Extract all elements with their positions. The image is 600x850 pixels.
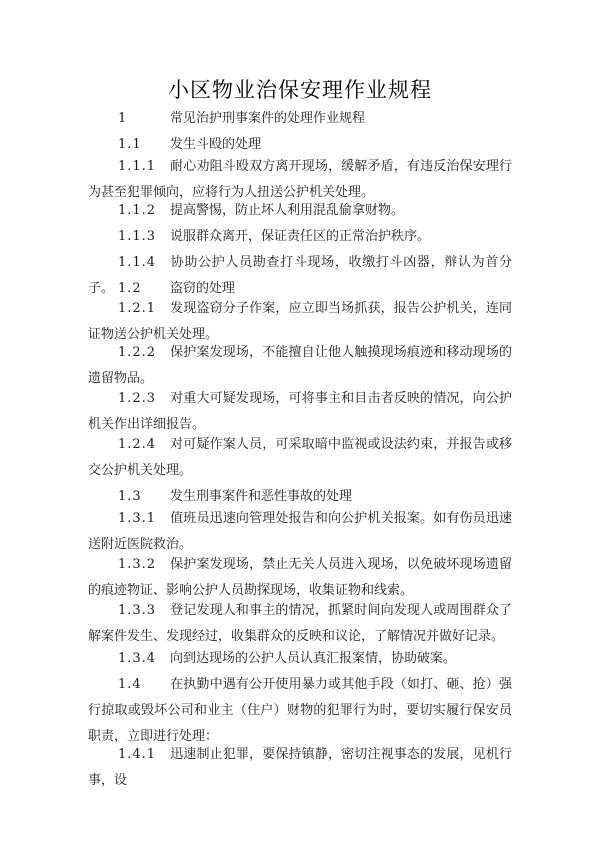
paragraph-text: 协助公护人员勘查打斗现场，收缴打斗凶器，辩认为首分子。 bbox=[88, 255, 512, 296]
paragraph-number: 1.2.1 bbox=[118, 301, 157, 316]
paragraph-number: 1.3.2 bbox=[118, 557, 157, 572]
paragraph-number: 1.2.2 bbox=[118, 345, 157, 360]
paragraph-number: 1.3.3 bbox=[118, 603, 157, 618]
paragraph bbox=[88, 340, 512, 392]
paragraph-text: 发现盗窃分子作案，应立即当场抓获，报告公护机关，连同证物送公护机关处理。 bbox=[88, 301, 512, 342]
paragraph bbox=[88, 386, 512, 438]
paragraph-text: 盗窃的处理 bbox=[170, 281, 236, 296]
paragraph-text: 值班员迅速向管理处报告和向公护机关报案。如有伤员迅速送附近医院救治。 bbox=[88, 511, 512, 552]
paragraph-number: 1.1 bbox=[118, 137, 142, 152]
paragraph-number: 1.2.3 bbox=[118, 391, 157, 406]
paragraph-number: 1.1.3 bbox=[118, 229, 157, 244]
paragraph-number: 1.1.1 bbox=[118, 159, 157, 174]
paragraph bbox=[88, 598, 512, 650]
paragraph-text: 对重大可疑发现场，可将事主和目击者反映的情况，向公护机关作出详细报告。 bbox=[88, 391, 512, 432]
paragraph-number: 1.3 bbox=[118, 489, 142, 504]
paragraph-number: 1.3.1 bbox=[118, 511, 157, 526]
paragraph-text: 在执勤中遇有公开使用暴力或其他手段（如打、砸、抢）强行掠取或毁坏公司和业主（住户）财物的犯罪行为时，要切实履行保安员职责，立即进行处理： bbox=[88, 677, 512, 744]
paragraph-number: 1.4.1 bbox=[118, 747, 157, 762]
paragraph bbox=[88, 224, 512, 250]
paragraph-text: 发生斗殴的处理 bbox=[170, 137, 262, 152]
paragraph-number: 1.2.4 bbox=[118, 437, 157, 452]
paragraph bbox=[88, 198, 512, 224]
paragraph bbox=[88, 432, 512, 484]
paragraph-number: 1.2 bbox=[118, 281, 142, 296]
paragraph bbox=[88, 106, 512, 132]
paragraph-text: 耐心劝阻斗殴双方离开现场，缓解矛盾，有违反治保安理行为甚至犯罪倾向，应将行为人扭送公护机关处理。 bbox=[88, 159, 512, 200]
paragraph-number: 1.1.2 bbox=[118, 203, 157, 218]
paragraph-text: 迅速制止犯罪，要保持镇静，密切注视事态的发展，见机行事，设 bbox=[88, 747, 512, 788]
paragraph-text: 对可疑作案人员，可采取暗中监视或设法约束，并报告或移交公护机关处理。 bbox=[88, 437, 512, 478]
paragraph-text: 保护案发现场，不能擅自让他人触摸现场痕迹和移动现场的遗留物品。 bbox=[88, 345, 512, 386]
paragraph-text: 发生刑事案件和恶性事故的处理 bbox=[170, 489, 353, 504]
paragraph-text: 说服群众离开，保证责任区的正常治护秩序。 bbox=[170, 229, 431, 244]
document-title: 小区物业治保安理作业规程 bbox=[168, 78, 432, 102]
paragraph bbox=[88, 672, 512, 750]
paragraph bbox=[88, 646, 512, 672]
paragraph-text: 常见治护刑事案件的处理作业规程 bbox=[170, 111, 366, 126]
paragraph-text: 保护案发现场，禁止无关人员进入现场，以免破坏现场遗留的痕迹物证、影响公护人员勘探现场，收集证物和线索。 bbox=[88, 557, 512, 598]
paragraph-number: 1 bbox=[118, 111, 128, 126]
paragraph-number: 1.1.4 bbox=[118, 255, 157, 270]
paragraph bbox=[88, 506, 512, 558]
paragraph-text: 登记发现人和事主的情况，抓紧时间向发现人或周围群众了解案件发生、发现经过，收集群众的反映和议论，了解情况并做好记录。 bbox=[88, 603, 512, 644]
paragraph-number: 1.3.4 bbox=[118, 651, 157, 666]
paragraph-number: 1.4 bbox=[118, 677, 142, 692]
paragraph bbox=[88, 552, 512, 604]
paragraph-text: 提高警惕，防止坏人利用混乱偷拿财物。 bbox=[170, 203, 405, 218]
paragraph-text: 向到达现场的公护人员认真汇报案情，协助破案。 bbox=[170, 651, 457, 666]
paragraph bbox=[88, 742, 512, 794]
